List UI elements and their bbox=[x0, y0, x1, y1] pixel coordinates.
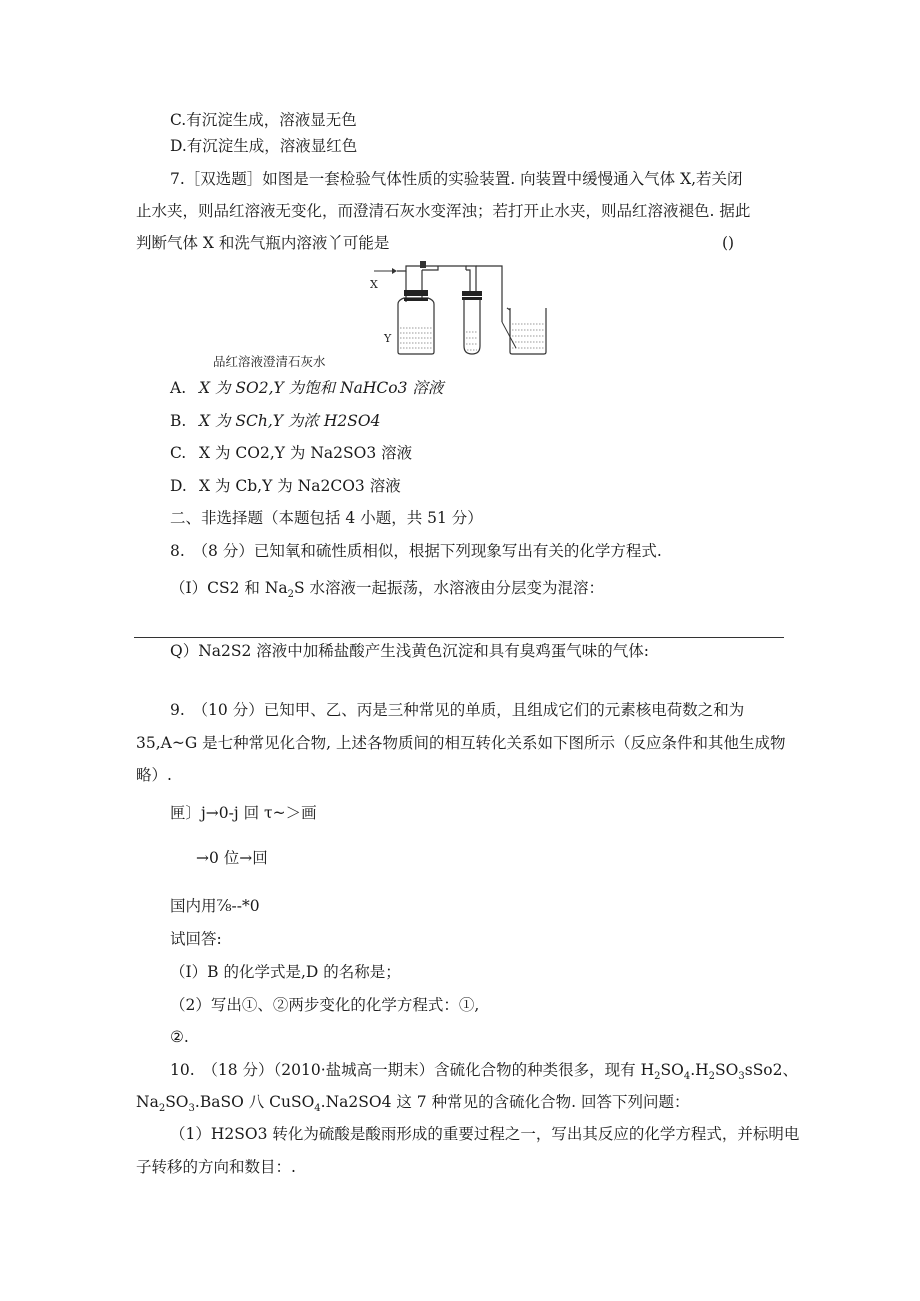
subscript: 4 bbox=[683, 1071, 691, 1083]
q9-scheme-line2: →0 位→回 bbox=[196, 849, 268, 867]
q7-option-c: X 为 CO2,Y 为 Na2SO3 溶液 bbox=[199, 444, 413, 462]
q7-option-b: X 为 SCh,Y 为浓 H2SO4 bbox=[199, 412, 381, 430]
test-tube bbox=[464, 298, 480, 354]
q10-line1-part-b: SO bbox=[660, 1061, 684, 1079]
q9-stem-line2: 35,A~G 是七种常见化合物, 上述各物质间的相互转化关系如下图所示（反应条件和其他生成物 bbox=[136, 734, 786, 752]
q8-part2: Q）Na2S2 溶液中加稀盐酸产生浅黄色沉淀和具有臭鸡蛋气味的气体: bbox=[170, 642, 650, 660]
q9-stem-line3: 略）. bbox=[136, 766, 172, 784]
q9-stem-line1: 9. （10 分）已知甲、乙、丙是三种常见的单质，且组成它们的元素核电荷数之和为 bbox=[170, 701, 745, 719]
q7-option-a-letter: A. bbox=[170, 379, 187, 397]
subscript: 2 bbox=[708, 1071, 716, 1083]
q10-stem-line2 bbox=[136, 1092, 689, 1119]
figure-label-x: X bbox=[370, 278, 378, 291]
q10-line1-part-c: .H bbox=[690, 1061, 709, 1079]
q8-part1-text-b: S 水溶液一起振荡，水溶液由分层变为混溶： bbox=[294, 579, 605, 597]
water-clamp bbox=[420, 261, 426, 268]
test-tube-stopper bbox=[462, 291, 482, 296]
q10-line2-part-c: .BaSO 八 CuSO bbox=[194, 1093, 315, 1111]
subscript: 3 bbox=[738, 1071, 745, 1083]
section2-heading: 二、非选择题（本题包括 4 小题，共 51 分） bbox=[170, 509, 483, 527]
q7-option-a: X 为 SO2,Y 为饱和 NaHCo3 溶液 bbox=[199, 379, 444, 397]
q7-option-d-letter: D. bbox=[170, 477, 187, 495]
q7-stem-line2: 止水夹，则品红溶液无变化，而澄清石灰水变浑浊；若打开止水夹，则品红溶液褪色. 据此 bbox=[136, 202, 751, 220]
q8-stem: 8. （8 分）已知氧和硫性质相似，根据下列现象写出有关的化学方程式. bbox=[170, 542, 662, 560]
q9-part2: （2）写出①、②两步变化的化学方程式：①, bbox=[170, 996, 480, 1014]
q10-line1-part-d: SO bbox=[715, 1061, 739, 1079]
q9-scheme-line1: 匣〕j→0-j 回 τ~＞画 bbox=[170, 804, 317, 822]
subscript: 4 bbox=[314, 1103, 321, 1115]
q9-answer-prompt: 试回答: bbox=[170, 930, 222, 948]
gas-test-apparatus-figure bbox=[366, 258, 552, 358]
answer-line bbox=[134, 637, 784, 638]
subscript: 2 bbox=[158, 1103, 166, 1115]
q7-stem-line1: 7.［双选题］如图是一套检验气体性质的实验装置. 向装置中缓慢通入气体 X,若关闭 bbox=[170, 170, 743, 188]
q7-option-d: X 为 Cb,Y 为 Na2CO3 溶液 bbox=[199, 477, 401, 495]
q8-part1-subscript: 2 bbox=[287, 589, 294, 601]
q10-line2-part-b: SO bbox=[165, 1093, 189, 1111]
bottle-stopper bbox=[404, 290, 428, 296]
q10-line1-part-a: 10. （18 分）（2010·盐城高一期末）含硫化合物的种类很多，现有 H bbox=[170, 1061, 655, 1079]
q7-option-b-letter: B. bbox=[170, 412, 187, 430]
gas-washing-bottle bbox=[398, 298, 434, 354]
q10-part1-line1: （1）H2SO3 转化为硫酸是酸雨形成的重要过程之一，写出其反应的化学方程式，并标明电 bbox=[170, 1125, 800, 1143]
figure-label-y: Y bbox=[384, 332, 392, 345]
q9-part1: （I）B 的化学式是,D 的名称是； bbox=[170, 963, 401, 981]
q10-line1-part-e: sSo2、 bbox=[744, 1061, 799, 1079]
q7-answer-blank: () bbox=[722, 234, 735, 252]
q7-option-c-letter: C. bbox=[170, 444, 187, 462]
subscript: 3 bbox=[188, 1103, 195, 1115]
q6-option-d: D.有沉淀生成，溶液显红色 bbox=[170, 137, 358, 155]
q10-line2-part-a: Na bbox=[136, 1093, 159, 1111]
q10-line2-part-d: .Na2SO4 这 7 种常见的含硫化合物. 回答下列问题： bbox=[320, 1093, 690, 1111]
q9-scheme-line3: 国内用⅞--*0 bbox=[170, 897, 260, 915]
q6-option-c: C.有沉淀生成，溶液显无色 bbox=[170, 111, 357, 129]
q9-part2-continuation: ②. bbox=[170, 1028, 189, 1046]
figure-caption: 品红溶液澄清石灰水 bbox=[213, 354, 326, 369]
q10-part1-line2: 子转移的方向和数目：. bbox=[136, 1158, 296, 1176]
q8-part1-text-a: （I）CS2 和 Na bbox=[170, 579, 288, 597]
q10-stem-line1 bbox=[170, 1060, 798, 1087]
subscript: 2 bbox=[654, 1071, 661, 1083]
q8-part1 bbox=[170, 578, 604, 605]
q7-stem-line3: 判断气体 X 和洗气瓶内溶液丫可能是 bbox=[136, 234, 390, 252]
